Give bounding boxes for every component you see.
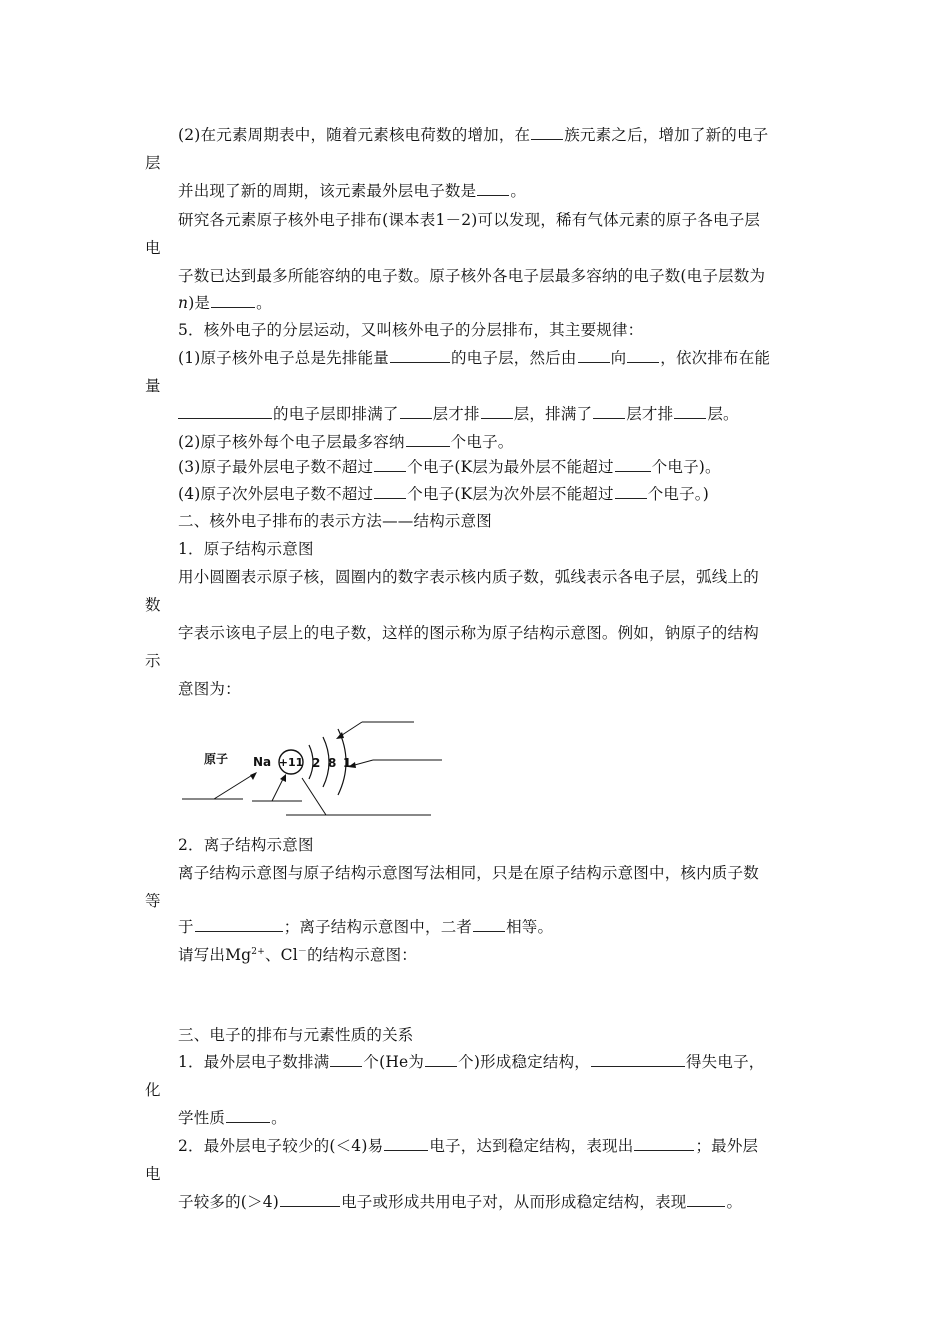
text-line: 2．最外层电子较少的(＜4)易 电子，达到稳定结构，表现出 ；最外层 [178, 1137, 759, 1155]
wrapped-char: 等 [145, 892, 161, 910]
subsection-heading: 1．原子结构示意图 [178, 540, 314, 558]
fill-blank[interactable] [195, 916, 283, 932]
fill-blank[interactable] [615, 483, 647, 499]
fill-blank[interactable] [384, 1135, 428, 1151]
arrowhead [250, 772, 257, 780]
subsection-heading: 2．离子结构示意图 [178, 836, 314, 854]
shell-electron-count: 1 [343, 756, 352, 770]
arrowhead [280, 774, 286, 782]
pointer-line [214, 774, 254, 799]
text-line: 离子结构示意图与原子结构示意图写法相同，只是在原子结构示意图中，核内质子数 [178, 864, 759, 882]
fill-blank[interactable] [473, 916, 505, 932]
text-line: 用小圆圈表示原子核，圆圈内的数字表示核内质子数，弧线表示各电子层，弧线上的 [178, 568, 759, 586]
fill-blank[interactable] [593, 403, 625, 419]
shell-electron-count: 2 [312, 756, 321, 770]
fill-blank[interactable] [178, 403, 272, 419]
text-line: (3)原子最外层电子数不超过 个电子(K层为最外层不能超过 个电子)。 [178, 458, 721, 476]
fill-blank[interactable] [374, 483, 406, 499]
nucleus-charge: +11 [278, 756, 304, 769]
shell-electron-count: 8 [328, 756, 337, 770]
text-line: 的电子层即排满了 层才排 层，排满了 层才排 层。 [178, 403, 818, 425]
fill-blank[interactable] [280, 1191, 340, 1207]
fill-blank[interactable] [330, 1051, 362, 1067]
pointer-line [302, 778, 326, 815]
text-line: 字表示该电子层上的电子数，这样的图示称为原子结构示意图。例如，钠原子的结构 [178, 624, 759, 642]
text-line: (2)原子核外每个电子层最多容纳 个电子。 [178, 433, 514, 451]
fill-blank[interactable] [591, 1051, 685, 1067]
text-line: 子数已达到最多所能容纳的电子数。原子核外各电子层最多容纳的电子数(电子层数为 [178, 267, 766, 285]
fill-blank[interactable] [634, 1135, 694, 1151]
section-heading: 三、电子的排布与元素性质的关系 [178, 1026, 414, 1044]
section-item: 5．核外电子的分层运动，又叫核外电子的分层排布，其主要规律： [178, 321, 644, 339]
sodium-atom-structure-diagram [176, 712, 456, 820]
fill-blank[interactable] [615, 456, 651, 472]
text-line: 学性质 。 [178, 1109, 287, 1127]
wrapped-char: 电 [145, 1165, 161, 1183]
text-line: 研究各元素原子核外电子排布(课本表1－2)可以发现，稀有气体元素的原子各电子层 [178, 211, 761, 229]
section-heading: 二、核外电子排布的表示方法——结构示意图 [178, 512, 493, 530]
text-line: (1)原子核外电子总是先排能量 的电子层，然后由 向 ，依次排布在能 [178, 349, 771, 367]
wrapped-char: 量 [145, 377, 161, 395]
fill-blank[interactable] [674, 403, 706, 419]
fill-blank[interactable] [627, 347, 659, 363]
text-line: 子较多的(＞4) 电子或形成共用电子对，从而形成稳定结构，表现 。 [178, 1193, 743, 1211]
wrapped-char: 化 [145, 1081, 161, 1099]
text-line: 请写出$Mg^{2+}$、Cl－的结构示意图： [178, 946, 417, 964]
text-line: (4)原子次外层电子数不超过 个电子(K层为次外层不能超过 个电子。) [178, 485, 710, 503]
fill-blank[interactable] [400, 403, 432, 419]
wrapped-char: 数 [145, 596, 161, 614]
element-symbol: Na [253, 755, 272, 769]
fill-blank[interactable] [425, 1051, 457, 1067]
text-line: 1．最外层电子数排满 个(He为 个)形成稳定结构， 得失电子， [178, 1053, 765, 1071]
fill-blank[interactable] [226, 1107, 270, 1123]
wrapped-char: 示 [145, 652, 161, 670]
fill-blank[interactable] [578, 347, 610, 363]
fill-blank[interactable] [477, 180, 509, 196]
fill-blank[interactable] [406, 431, 450, 447]
fill-blank[interactable] [374, 456, 406, 472]
wrapped-char: 电 [145, 239, 161, 257]
fill-blank[interactable] [211, 292, 255, 308]
text-line: 并出现了新的周期，该元素最外层电子数是 。 [178, 182, 527, 200]
fill-blank[interactable] [687, 1191, 725, 1207]
fill-blank[interactable] [481, 403, 513, 419]
text-line: 于 ；离子结构示意图中，二者 相等。 [178, 918, 554, 936]
diagram-label: 原子 [204, 752, 229, 766]
text-line: n)是 。 [178, 294, 272, 312]
text-line: 意图为： [178, 680, 241, 698]
wrapped-char: 层 [145, 154, 161, 172]
fill-blank[interactable] [390, 347, 450, 363]
text-line: (2)在元素周期表中，随着元素核电荷数的增加，在 族元素之后，增加了新的电子 [178, 126, 769, 144]
pointer-line [272, 777, 284, 801]
fill-blank[interactable] [531, 124, 563, 140]
